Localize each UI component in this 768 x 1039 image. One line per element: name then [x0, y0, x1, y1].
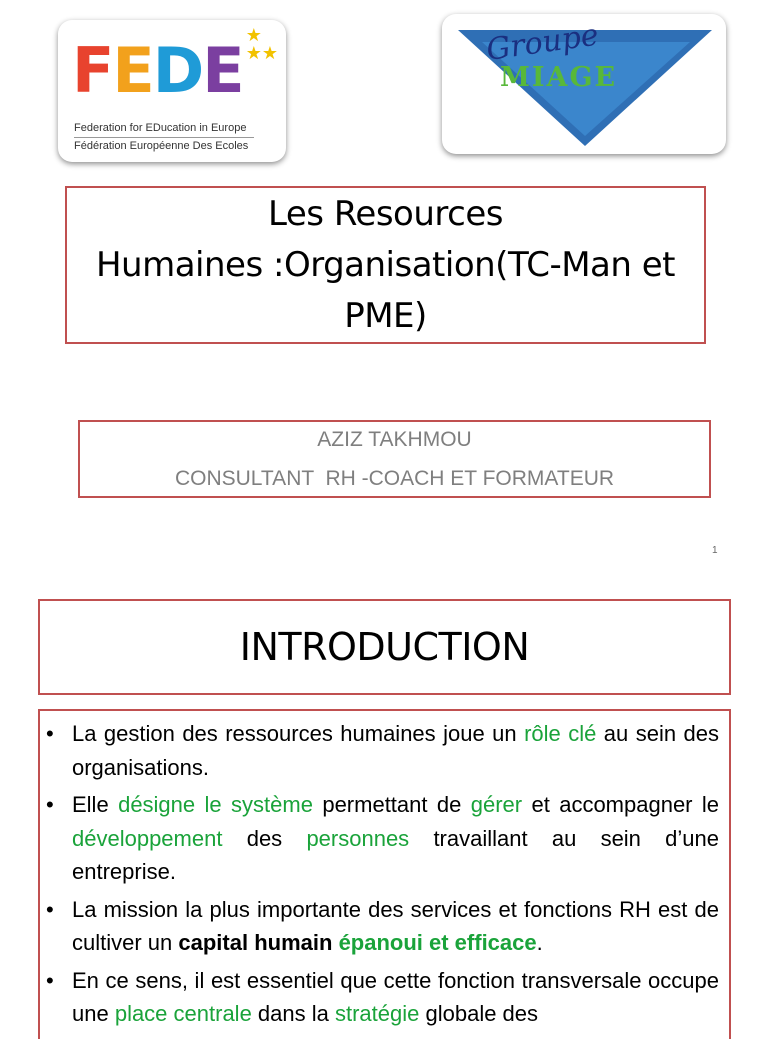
bullet-text-run: désigne le système — [118, 792, 313, 817]
bullet-text-run: dans la — [251, 1001, 335, 1026]
list-item — [40, 964, 729, 1031]
list-item — [40, 717, 729, 784]
bullet-text-run: En ce sens, il est essentiel que cette fonction transversale occupe une — [72, 967, 719, 1026]
bullet-text-run: rôle clé — [524, 721, 597, 746]
bullet-text-run: travaillant au sein d’une entreprise. — [72, 825, 720, 884]
bullet-icon: • — [46, 721, 54, 746]
miage-triangle-icon — [442, 14, 726, 154]
miage-logo — [442, 14, 726, 154]
bullet-text-run: place centrale — [114, 1001, 252, 1026]
miage-logo-top: Groupe — [484, 17, 601, 68]
page-title: Les Resources Humaines :Organisation(TC-Man et PME) — [95, 193, 676, 336]
fede-logo-tagline-fr: Fédération Européenne Des Ecoles — [74, 140, 249, 152]
bullet-text-run: permettant de — [312, 792, 471, 817]
bullet-text-run: stratégie — [334, 1001, 420, 1026]
author-name: AZIZ TAKHMOU — [317, 428, 472, 451]
bullet-text-run: globale des — [419, 1001, 539, 1026]
stars-icon: ★ ★★ — [245, 25, 278, 63]
bullet-text-run: au sein des organisations. — [72, 721, 720, 780]
bullet-text-run: des — [222, 825, 307, 851]
author-role: CONSULTANT RH -COACH ET FORMATEUR — [174, 467, 615, 490]
bullet-text-run: Elle — [72, 792, 119, 817]
fede-logo — [58, 20, 286, 162]
bullet-text-run: et accompagner le — [522, 792, 720, 817]
list-item — [40, 788, 729, 889]
divider — [74, 137, 254, 138]
intro-heading-frame — [38, 599, 731, 695]
bullet-text-run: développement — [72, 825, 223, 851]
bullet-text-run: . — [536, 930, 543, 955]
bullet-text-run: épanoui et efficace — [338, 930, 537, 955]
bullet-list — [40, 717, 729, 1035]
bullet-icon: • — [46, 792, 54, 817]
fede-logo-wordmark: FEDE — [72, 34, 243, 107]
bullet-text-run: La mission la plus importante des services et fonctions RH est de cultiver un — [72, 896, 719, 955]
intro-body-frame — [38, 709, 731, 1039]
bullet-icon: • — [46, 896, 54, 922]
author-frame — [78, 420, 711, 498]
bullet-text-run: personnes — [306, 825, 410, 851]
page-number: 1 — [712, 545, 718, 556]
section-heading: INTRODUCTION — [239, 625, 530, 669]
list-item — [40, 893, 729, 960]
title-frame — [65, 186, 706, 344]
bullet-text-run: capital humain — [178, 930, 333, 955]
bullet-text-run: La gestion des ressources humaines joue un — [72, 721, 525, 746]
bullet-icon: • — [46, 967, 54, 993]
bullet-text-run: gérer — [470, 792, 523, 817]
fede-logo-tagline-en: Federation for EDucation in Europe — [74, 122, 247, 134]
miage-logo-main: MIAGE — [500, 62, 618, 93]
